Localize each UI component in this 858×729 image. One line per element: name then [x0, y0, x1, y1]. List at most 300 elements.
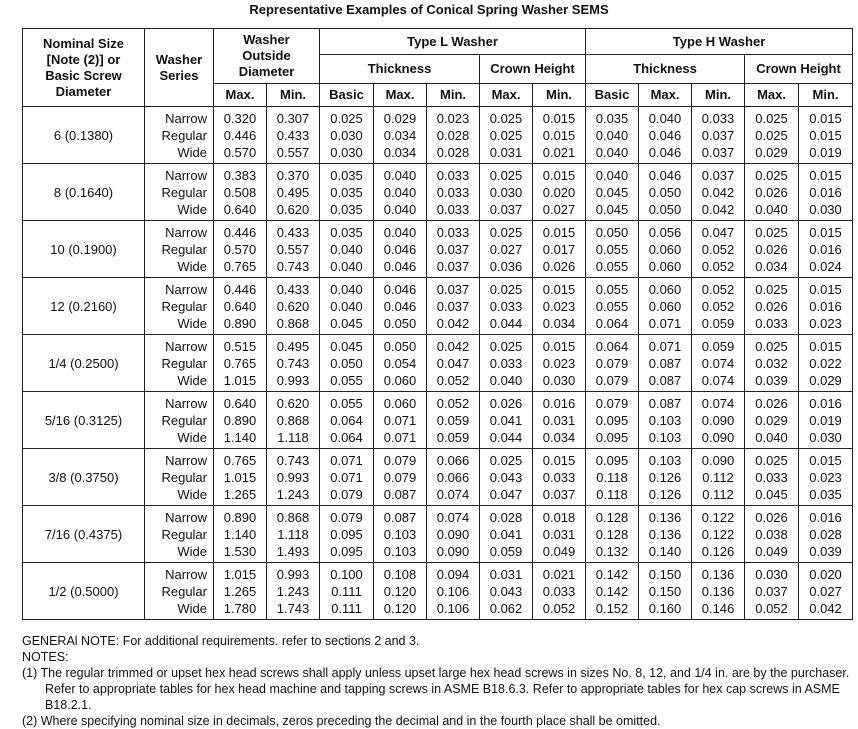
cell-value: 0.015	[542, 452, 576, 468]
cell-value: 0.021	[542, 566, 576, 582]
value-cell	[639, 107, 692, 164]
cell-value: 0.064	[595, 315, 629, 331]
cell-value: 0.038	[755, 526, 788, 542]
cell-value: 0.015	[809, 338, 842, 354]
value-cell	[214, 449, 267, 506]
cell-value: 0.495	[276, 338, 310, 354]
cell-value: 0.028	[809, 526, 842, 542]
washer-series-cell	[145, 221, 214, 278]
cell-value: 0.055	[330, 395, 363, 411]
value-cell	[480, 563, 533, 620]
cell-value: 0.074	[701, 355, 735, 371]
cell-value: 0.040	[595, 144, 629, 160]
value-cell	[799, 278, 853, 335]
cell-value: 0.024	[809, 258, 842, 274]
value-cell	[692, 449, 745, 506]
cell-value: 0.045	[330, 315, 363, 331]
cell-value: 0.028	[436, 144, 470, 160]
cell-value: 0.025	[489, 452, 523, 468]
header-l-crown-min: Min.	[533, 84, 586, 107]
value-cell	[586, 335, 639, 392]
cell-value: 0.433	[276, 224, 310, 240]
cell-value: 0.052	[436, 372, 470, 388]
value-cell	[586, 221, 639, 278]
cell-value: 0.041	[489, 412, 523, 428]
cell-value: 0.033	[755, 469, 788, 485]
cell-value: 0.049	[542, 543, 576, 559]
value-cell	[214, 506, 267, 563]
general-note: GENERAl NOTE: For additional requirements. refer to sections 2 and 3.	[22, 634, 420, 648]
cell-value: 0.037	[436, 241, 470, 257]
cell-value: 0.064	[330, 412, 363, 428]
cell-value: 0.015	[809, 224, 842, 240]
value-cell	[267, 278, 320, 335]
cell-value: 0.029	[755, 144, 788, 160]
cell-value: 0.118	[596, 486, 628, 502]
cell-value: 0.029	[755, 412, 788, 428]
cell-value: 0.079	[595, 372, 629, 388]
cell-value: 1.118	[277, 429, 309, 445]
table-row	[23, 107, 853, 164]
cell-value: 0.026	[755, 509, 788, 525]
cell-value: 0.079	[595, 395, 629, 411]
cell-value: 0.030	[809, 429, 842, 445]
cell-value: 0.055	[595, 241, 629, 257]
value-cell	[745, 335, 799, 392]
value-cell	[799, 449, 853, 506]
cell-value: 0.031	[489, 566, 523, 582]
cell-value: 0.079	[595, 355, 629, 371]
cell-value: 0.620	[276, 298, 310, 314]
cell-value: 0.050	[383, 315, 417, 331]
cell-value: 0.025	[755, 338, 788, 354]
header-od-min: Min.	[267, 84, 320, 107]
value-cell	[533, 506, 586, 563]
table-body	[23, 107, 853, 620]
cell-value: 0.015	[809, 452, 842, 468]
cell-value: 0.025	[755, 167, 788, 183]
value-cell	[267, 449, 320, 506]
cell-value: 0.037	[436, 258, 470, 274]
washer-series-cell	[145, 506, 214, 563]
value-cell	[745, 392, 799, 449]
cell-value: Narrow	[165, 452, 207, 468]
cell-value: 0.095	[330, 543, 363, 559]
cell-value: Wide	[177, 543, 207, 559]
cell-value: 0.044	[489, 315, 523, 331]
cell-value: 0.060	[383, 372, 417, 388]
cell-value: 0.074	[436, 486, 470, 502]
cell-value: 0.052	[701, 298, 735, 314]
cell-value: 0.025	[489, 127, 523, 143]
value-cell	[214, 392, 267, 449]
cell-value: 0.046	[383, 258, 417, 274]
cell-value: Regular	[161, 583, 207, 599]
value-cell	[320, 335, 374, 392]
cell-value: 0.037	[701, 167, 735, 183]
washer-series-cell	[145, 335, 214, 392]
cell-value: 0.033	[436, 167, 470, 183]
cell-value: 0.570	[223, 241, 257, 257]
value-cell	[533, 278, 586, 335]
cell-value: 0.023	[809, 469, 842, 485]
cell-value: 0.040	[755, 429, 788, 445]
nominal-size-cell: 10 (0.1900)	[23, 221, 145, 278]
cell-value: 0.090	[701, 412, 735, 428]
cell-value: 0.112	[702, 469, 734, 485]
cell-value: 0.039	[755, 372, 788, 388]
cell-value: 0.015	[809, 281, 842, 297]
value-cell	[267, 221, 320, 278]
cell-value: 0.040	[330, 298, 363, 314]
cell-value: 0.030	[809, 201, 842, 217]
cell-value: 1.493	[276, 543, 310, 559]
value-cell	[639, 278, 692, 335]
value-cell	[267, 506, 320, 563]
cell-value: 0.031	[542, 526, 576, 542]
cell-value: 0.055	[595, 258, 629, 274]
cell-value: 0.025	[755, 452, 788, 468]
cell-value: 0.040	[595, 127, 629, 143]
cell-value: 0.071	[330, 469, 363, 485]
cell-value: Wide	[177, 486, 207, 502]
value-cell	[214, 278, 267, 335]
value-cell	[745, 563, 799, 620]
cell-value: 0.034	[542, 315, 576, 331]
cell-value: 0.040	[648, 110, 682, 126]
nominal-size-cell: 8 (0.1640)	[23, 164, 145, 221]
cell-value: Narrow	[165, 110, 207, 126]
cell-value: 0.108	[383, 566, 417, 582]
nominal-size-cell: 6 (0.1380)	[23, 107, 145, 164]
table-row	[23, 392, 853, 449]
cell-value: 0.059	[436, 412, 470, 428]
cell-value: 0.031	[542, 412, 576, 428]
nominal-size-cell: 3/8 (0.3750)	[23, 449, 145, 506]
cell-value: Wide	[177, 429, 207, 445]
cell-value: 0.016	[542, 395, 576, 411]
cell-value: 0.059	[436, 429, 470, 445]
cell-value: 0.025	[489, 167, 523, 183]
cell-value: 0.033	[542, 469, 576, 485]
cell-value: 0.034	[542, 429, 576, 445]
value-cell	[639, 335, 692, 392]
cell-value: 0.136	[701, 566, 735, 582]
value-cell	[586, 278, 639, 335]
cell-value: 0.033	[701, 110, 735, 126]
cell-value: 0.640	[223, 201, 257, 217]
cell-value: 0.064	[595, 338, 629, 354]
cell-value: 0.041	[489, 526, 523, 542]
cell-value: 0.059	[701, 338, 735, 354]
cell-value: 1.015	[223, 372, 257, 388]
cell-value: 0.020	[542, 184, 576, 200]
cell-value: 0.090	[701, 452, 735, 468]
cell-value: 0.033	[436, 184, 470, 200]
cell-value: 0.059	[701, 315, 735, 331]
value-cell	[374, 221, 427, 278]
value-cell	[692, 221, 745, 278]
cell-value: 0.765	[223, 258, 257, 274]
cell-value: 0.035	[809, 486, 842, 502]
table-row	[23, 449, 853, 506]
cell-value: 0.054	[383, 355, 417, 371]
cell-value: 0.868	[276, 412, 310, 428]
cell-value: 0.118	[596, 469, 628, 485]
value-cell	[320, 278, 374, 335]
cell-value: 0.015	[542, 167, 576, 183]
cell-value: 0.071	[648, 315, 682, 331]
cell-value: 0.433	[276, 127, 310, 143]
value-cell	[745, 278, 799, 335]
cell-value: 0.018	[542, 509, 576, 525]
cell-value: 0.025	[755, 127, 788, 143]
cell-value: 0.095	[330, 526, 363, 542]
cell-value: 0.047	[436, 355, 470, 371]
cell-value: 0.765	[223, 355, 257, 371]
cell-value: 1.265	[223, 486, 257, 502]
cell-value: 0.025	[489, 338, 523, 354]
cell-value: 0.055	[595, 281, 629, 297]
cell-value: 0.033	[755, 315, 788, 331]
cell-value: 0.042	[701, 184, 735, 200]
cell-value: 0.034	[755, 258, 788, 274]
value-cell	[480, 164, 533, 221]
cell-value: 0.055	[595, 298, 629, 314]
cell-value: 0.320	[223, 110, 257, 126]
value-cell	[427, 563, 480, 620]
nominal-size-cell: 1/4 (0.2500)	[23, 335, 145, 392]
cell-value: Wide	[177, 600, 207, 616]
cell-value: 0.868	[276, 315, 310, 331]
washer-series-cell	[145, 278, 214, 335]
value-cell	[799, 392, 853, 449]
cell-value: 0.055	[330, 372, 363, 388]
cell-value: 0.868	[276, 509, 310, 525]
cell-value: 0.126	[648, 486, 682, 502]
value-cell	[267, 107, 320, 164]
cell-value: Narrow	[165, 338, 207, 354]
value-cell	[214, 221, 267, 278]
cell-value: 0.087	[383, 509, 417, 525]
cell-value: 0.045	[595, 184, 629, 200]
cell-value: 0.042	[436, 315, 470, 331]
header-l-thickness: Thickness	[320, 55, 480, 84]
cell-value: 0.040	[383, 167, 417, 183]
cell-value: 0.743	[276, 258, 310, 274]
value-cell	[639, 221, 692, 278]
cell-value: 0.040	[595, 167, 629, 183]
cell-value: 0.030	[489, 184, 523, 200]
cell-value: 0.045	[755, 486, 788, 502]
cell-value: 0.035	[330, 184, 363, 200]
washer-series-cell	[145, 107, 214, 164]
table-row	[23, 563, 853, 620]
cell-value: 0.087	[383, 486, 417, 502]
cell-value: 0.122	[701, 526, 735, 542]
table-row	[23, 221, 853, 278]
cell-value: 0.037	[701, 127, 735, 143]
cell-value: Narrow	[165, 566, 207, 582]
cell-value: 0.025	[489, 281, 523, 297]
cell-value: 0.037	[436, 281, 470, 297]
cell-value: 0.039	[809, 543, 842, 559]
cell-value: 0.446	[223, 281, 257, 297]
cell-value: 1.243	[276, 583, 310, 599]
note-1: (1) The regular trimmed or upset hex head screws shall apply unless upset large hex head screws in sizes No. 8, 12, and 1/4 in. are by the purchaser. Refer to appropriate tables for hex head machine and tapping screws in ASME B18.6.3. Refer to appropriate tables for hex cap screws in ASME B18.2.1.	[22, 666, 850, 712]
cell-value: 0.021	[542, 144, 576, 160]
value-cell	[692, 506, 745, 563]
cell-value: 0.040	[755, 201, 788, 217]
cell-value: 0.060	[648, 298, 682, 314]
cell-value: 0.993	[276, 469, 310, 485]
cell-value: 0.025	[755, 281, 788, 297]
cell-value: 0.015	[542, 281, 576, 297]
cell-value: 0.037	[701, 144, 735, 160]
cell-value: 0.103	[648, 452, 682, 468]
value-cell	[799, 335, 853, 392]
cell-value: 0.071	[648, 338, 682, 354]
cell-value: 0.128	[595, 526, 629, 542]
value-cell	[692, 278, 745, 335]
cell-value: 0.016	[809, 184, 842, 200]
value-cell	[586, 449, 639, 506]
cell-value: 0.015	[542, 224, 576, 240]
cell-value: 0.079	[330, 509, 363, 525]
cell-value: 0.023	[809, 315, 842, 331]
cell-value: 0.142	[595, 566, 629, 582]
cell-value: 0.025	[755, 110, 788, 126]
value-cell	[480, 335, 533, 392]
value-cell	[427, 449, 480, 506]
value-cell	[320, 506, 374, 563]
cell-value: 0.015	[542, 127, 576, 143]
cell-value: 0.074	[436, 509, 470, 525]
cell-value: 0.026	[755, 298, 788, 314]
cell-value: 0.025	[489, 224, 523, 240]
header-l-thick-min: Min.	[427, 84, 480, 107]
cell-value: 0.025	[330, 110, 363, 126]
cell-value: 1.140	[223, 526, 257, 542]
header-washer-series: Washer Series	[145, 29, 214, 107]
cell-value: 0.120	[383, 600, 417, 616]
cell-value: 0.031	[489, 144, 523, 160]
cell-value: 0.064	[330, 429, 363, 445]
value-cell	[320, 221, 374, 278]
cell-value: 0.140	[648, 543, 682, 559]
cell-value: 0.023	[436, 110, 470, 126]
header-h-thickness: Thickness	[586, 55, 745, 84]
cell-value: 0.557	[276, 241, 310, 257]
cell-value: 0.030	[330, 144, 363, 160]
cell-value: 0.037	[489, 201, 523, 217]
cell-value: 0.016	[809, 395, 842, 411]
value-cell	[480, 107, 533, 164]
cell-value: 0.049	[755, 543, 788, 559]
cell-value: 0.035	[595, 110, 629, 126]
cell-value: 0.044	[489, 429, 523, 445]
header-h-thick-basic: Basic	[586, 84, 639, 107]
cell-value: 0.060	[648, 281, 682, 297]
cell-value: 0.126	[701, 543, 735, 559]
cell-value: 0.128	[595, 509, 629, 525]
cell-value: 0.050	[595, 224, 629, 240]
value-cell	[799, 563, 853, 620]
cell-value: 1.118	[277, 526, 309, 542]
cell-value: Wide	[177, 372, 207, 388]
cell-value: 0.022	[809, 355, 842, 371]
cell-value: 0.019	[809, 144, 842, 160]
cell-value: 1.015	[223, 566, 257, 582]
cell-value: 0.446	[223, 127, 257, 143]
cell-value: 0.307	[276, 110, 310, 126]
cell-value: 0.017	[542, 241, 576, 257]
value-cell	[427, 107, 480, 164]
value-cell	[692, 335, 745, 392]
table-row	[23, 278, 853, 335]
cell-value: 0.050	[330, 355, 363, 371]
cell-value: 0.094	[436, 566, 470, 582]
value-cell	[480, 506, 533, 563]
nominal-size-cell: 7/16 (0.4375)	[23, 506, 145, 563]
cell-value: Regular	[161, 469, 207, 485]
cell-value: 0.030	[330, 127, 363, 143]
value-cell	[480, 221, 533, 278]
cell-value: Regular	[161, 355, 207, 371]
cell-value: 0.136	[648, 509, 682, 525]
value-cell	[374, 506, 427, 563]
cell-value: 0.570	[223, 144, 257, 160]
cell-value: 0.029	[809, 372, 842, 388]
cell-value: 0.029	[383, 110, 417, 126]
notes-section	[22, 633, 852, 729]
cell-value: 0.071	[383, 412, 417, 428]
cell-value: 0.079	[330, 486, 363, 502]
cell-value: 0.015	[542, 338, 576, 354]
header-od-max: Max.	[214, 84, 267, 107]
cell-value: 0.036	[489, 258, 523, 274]
cell-value: Wide	[177, 144, 207, 160]
nominal-size-cell: 1/2 (0.5000)	[23, 563, 145, 620]
value-cell	[586, 563, 639, 620]
cell-value: 0.026	[755, 184, 788, 200]
cell-value: 0.620	[276, 201, 310, 217]
cell-value: 1.243	[276, 486, 310, 502]
header-h-crown-max: Max.	[745, 84, 799, 107]
cell-value: 0.111	[331, 600, 362, 616]
cell-value: 0.060	[648, 258, 682, 274]
cell-value: 0.032	[755, 355, 788, 371]
cell-value: 1.265	[223, 583, 257, 599]
value-cell	[745, 449, 799, 506]
cell-value: 0.095	[595, 452, 629, 468]
cell-value: 1.015	[223, 469, 257, 485]
cell-value: 0.042	[809, 600, 842, 616]
cell-value: 0.035	[330, 201, 363, 217]
cell-value: Wide	[177, 258, 207, 274]
cell-value: 0.046	[648, 144, 682, 160]
value-cell	[533, 221, 586, 278]
header-h-crown-min: Min.	[799, 84, 853, 107]
header-nominal-size: Nominal Size [Note (2)] or Basic Screw Diameter	[23, 29, 145, 107]
cell-value: 0.015	[809, 127, 842, 143]
cell-value: 0.136	[701, 583, 735, 599]
header-h-crown-height: Crown Height	[745, 55, 853, 84]
value-cell	[586, 107, 639, 164]
value-cell	[320, 392, 374, 449]
cell-value: 0.027	[489, 241, 523, 257]
cell-value: 0.035	[330, 167, 363, 183]
